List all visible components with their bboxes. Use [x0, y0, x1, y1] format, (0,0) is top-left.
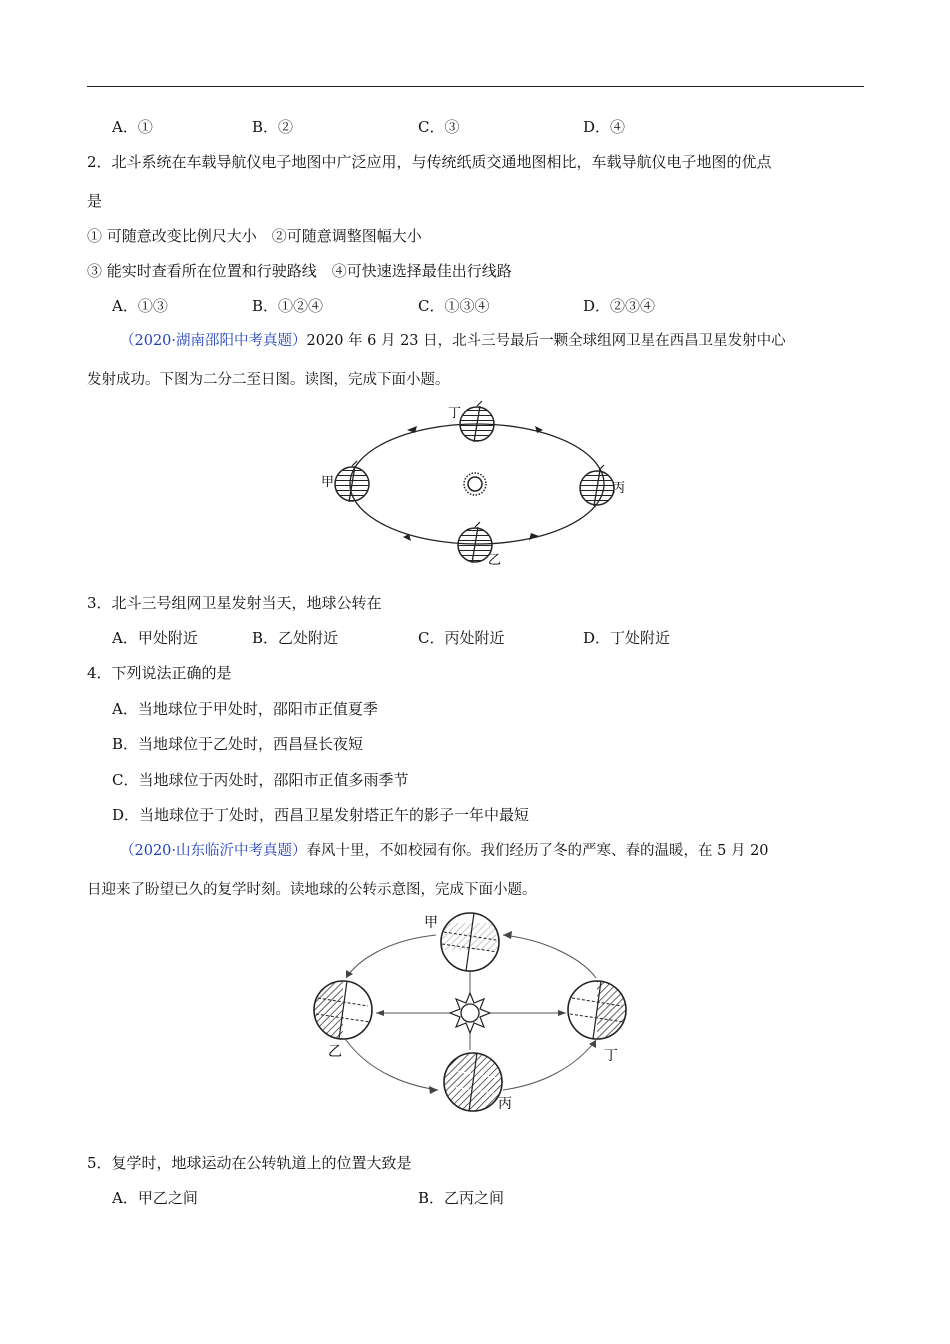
q1-option-d[interactable]: D．④ [583, 118, 626, 136]
q2-stem-line2: 是 [87, 192, 103, 210]
passage2-line1 [120, 841, 769, 861]
figure2-orbit-diagram [308, 910, 643, 1115]
passage2-text1: 春风十里，不如校园有你。我们经历了冬的严寒、春的温暖，在 5 月 20 [306, 843, 769, 859]
figure1-label-right: 丙 [612, 481, 626, 496]
figure1-label-bottom: 乙 [488, 553, 502, 568]
q2-stem-line1: 2．北斗系统在车载导航仪电子地图中广泛应用，与传统纸质交通地图相比，车载导航仪电子地图的优点 [87, 153, 772, 171]
header-rule [87, 86, 864, 87]
figure2-sunray-arrow [376, 1010, 384, 1016]
passage1-source: （2020·湖南邵阳中考真题） [120, 333, 307, 349]
q4-option-a[interactable]: A．当地球位于甲处时，邵阳市正值夏季 [112, 700, 378, 718]
figure1-orbit-arrow [529, 533, 539, 540]
figure2-label-bottom: 丙 [498, 1096, 512, 1112]
figure2-orbit-arrow [503, 931, 512, 939]
passage1-line1 [120, 331, 786, 351]
q2-items-line2: ③ 能实时查看所在位置和行驶路线 ④可快速选择最佳出行线路 [87, 262, 512, 280]
q4-option-d[interactable]: D．当地球位于丁处时，西昌卫星发射塔正午的影子一年中最短 [112, 806, 530, 824]
q2-option-a[interactable]: A．①③ [112, 297, 168, 315]
q2-option-d[interactable]: D．②③④ [583, 297, 656, 315]
q1-option-c[interactable]: C．③ [418, 118, 460, 136]
q2-items-line1: ① 可随意改变比例尺大小 ②可随意调整图幅大小 [87, 227, 422, 245]
figure2-orbit-arc [503, 935, 596, 978]
figure2-label-left: 乙 [328, 1044, 342, 1060]
figure1-sun-icon [464, 473, 486, 495]
passage1-text1: 2020 年 6 月 23 日，北斗三号最后一颗全球组网卫星在西昌卫星发射中心 [306, 333, 786, 349]
q4-stem: 4．下列说法正确的是 [87, 664, 232, 682]
passage2-line2: 日迎来了盼望已久的复学时刻。读地球的公转示意图，完成下面小题。 [87, 882, 537, 898]
figure2-orbit-arc [346, 935, 436, 978]
figure2-earth-top [441, 913, 499, 971]
figure1-earth-bottom [458, 522, 492, 563]
q3-option-d[interactable]: D．丁处附近 [583, 629, 671, 647]
q4-option-c[interactable]: C．当地球位于丙处时，邵阳市正值多雨季节 [112, 771, 409, 789]
q2-option-b[interactable]: B．①②④ [252, 297, 324, 315]
figure1-earth-right [580, 465, 614, 506]
figure2-earth-right [568, 981, 626, 1039]
q3-option-a[interactable]: A．甲处附近 [112, 629, 198, 647]
q5-option-a[interactable]: A．甲乙之间 [112, 1189, 198, 1207]
figure2-earth-bottom [444, 1053, 502, 1111]
figure1-earth-left [335, 461, 369, 502]
q1-option-a[interactable]: A．① [112, 118, 153, 136]
figure1-label-top: 丁 [448, 406, 462, 421]
q1-option-b[interactable]: B．② [252, 118, 294, 136]
q5-option-b[interactable]: B．乙丙之间 [418, 1189, 505, 1207]
q4-option-b[interactable]: B．当地球位于乙处时，西昌昼长夜短 [112, 735, 364, 753]
q2-option-c[interactable]: C．①③④ [418, 297, 490, 315]
q5-stem: 5．复学时，地球运动在公转轨道上的位置大致是 [87, 1154, 412, 1172]
figure1-orbit-diagram [315, 398, 640, 568]
q3-option-c[interactable]: C．丙处附近 [418, 629, 505, 647]
passage1-line2: 发射成功。下图为二分二至日图。读图，完成下面小题。 [87, 372, 450, 388]
q3-stem: 3．北斗三号组网卫星发射当天，地球公转在 [87, 594, 382, 612]
figure2-orbit-arc [346, 1040, 438, 1090]
figure1-earth-top [460, 401, 494, 442]
figure2-label-right: 丁 [604, 1048, 618, 1064]
figure1-label-left: 甲 [321, 475, 335, 490]
figure2-label-top: 甲 [424, 915, 438, 931]
passage2-source: （2020·山东临沂中考真题） [120, 843, 307, 859]
q3-option-b[interactable]: B．乙处附近 [252, 629, 339, 647]
figure2-sun-icon [450, 993, 490, 1033]
figure2-earth-left [314, 981, 372, 1039]
figure2-orbit-arrow [429, 1086, 438, 1094]
figure2-orbit-arc [503, 1040, 596, 1090]
figure2-sunray-arrow [558, 1010, 566, 1016]
